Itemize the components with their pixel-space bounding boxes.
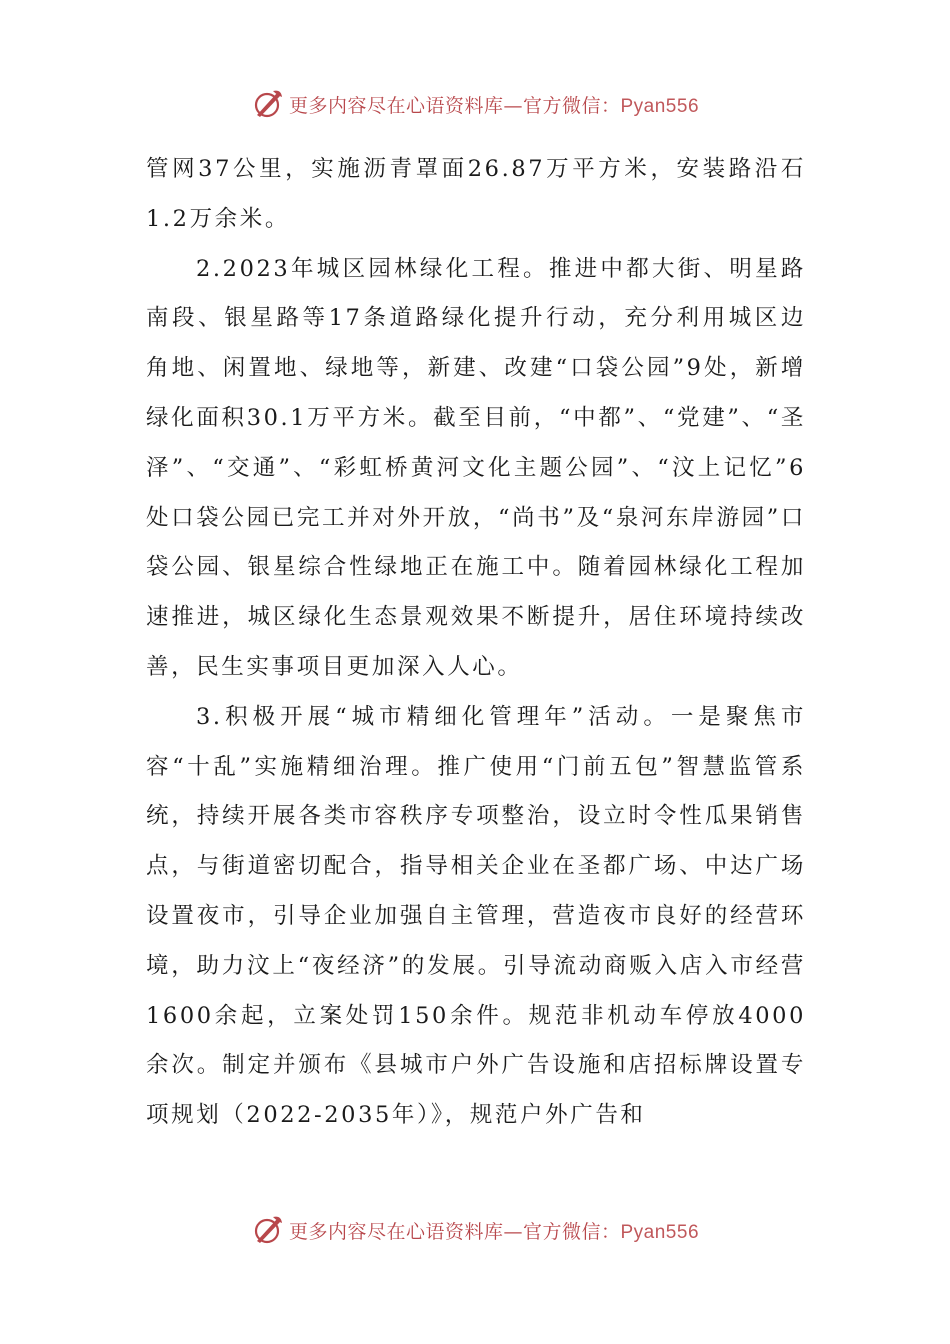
header-watermark-banner (0, 84, 950, 124)
quill-pen-icon (251, 1213, 285, 1247)
banner-text: 更多内容尽在心语资料库—官方微信：Pyan556 (288, 94, 700, 117)
footer-watermark-banner (0, 1210, 950, 1250)
document-body (146, 145, 806, 1141)
wechat-id: Pyan556 (620, 95, 700, 117)
paragraph: 3.积极开展“城市精细化管理年”活动。一是聚焦市容“十乱”实施精细治理。推广使用“门前五包”智慧监管系统，持续开展各类市容秩序专项整治，设立时令性瓜果销售点，与街道密切配合，指导相关企业在圣都广场、中达广场设置夜市，引导企业加强自主管理，营造夜市良好的经营环境，助力汶上“夜经济”的发展。引导流动商贩入店入市经营1600余起，立案处罚150余件。规范非机动车停放4000余次。制定并颁布《县城市户外广告设施和店招标牌设置专项规划（2022-2035年）》，规范户外广告和 (146, 703, 806, 1129)
banner-text: 更多内容尽在心语资料库—官方微信：Pyan556 (288, 1220, 700, 1243)
wechat-id: Pyan556 (620, 1221, 700, 1243)
paragraph: 2.2023年城区园林绿化工程。推进中都大街、明星路南段、银星路等17条道路绿化提升行动，充分利用城区边角地、闲置地、绿地等，新建、改建“口袋公园”9处，新增绿化面积30.1万平方米。截至目前，“中都”、“党建”、“圣泽”、“交通”、“彩虹桥黄河文化主题公园”、“汶上记忆”6处口袋公园已完工并对外开放，“尚书”及“泉河东岸游园”口袋公园、银星综合性绿地正在施工中。随着园林绿化工程加速推进，城区绿化生态景观效果不断提升，居住环境持续改善，民生实事项目更加深入人心。 (146, 255, 806, 680)
paragraph: 管网37公里，实施沥青罩面26.87万平方米，安装路沿石1.2万余米。 (146, 156, 806, 232)
quill-pen-icon (251, 87, 285, 121)
